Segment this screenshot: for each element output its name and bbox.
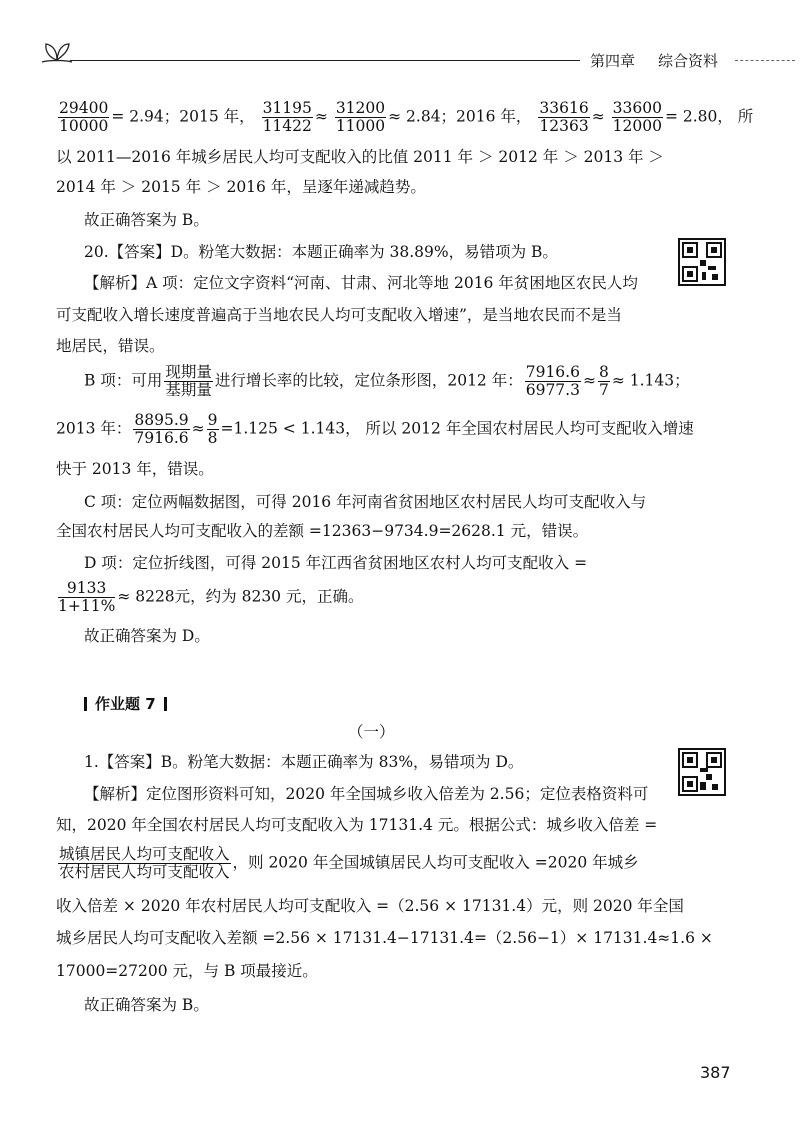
homework-title: 作业题 7 xyxy=(84,693,167,714)
page-number: 387 xyxy=(700,1063,731,1082)
q1-formula-line: $\frac{\text{城镇居民人均可支配收入}}{\text{农村居民人均可支配收入}}$ ，则 2020 年全国城镇居民人均可支配收入 =2020 年城乡 xyxy=(59,845,639,881)
qr-code-icon xyxy=(678,238,726,286)
text-line: 快于 2013 年，错误。 xyxy=(56,460,214,478)
text-line: 知，2020 年全国农村居民人均可支配收入为 17131.4 元。根据公式：城乡收入倍差 = xyxy=(56,816,658,834)
q20-option-c: C 项：定位两幅数据图，可得 2016 年河南省贫困地区农村居民人均可支配收入与 xyxy=(84,493,647,511)
q20-analysis: 【解析】A 项：定位文字资料“河南、甘肃、河北等地 2016 年贫困地区农民人均 xyxy=(84,274,638,292)
q1-header: 1.【答案】B。粉笔大数据：本题正确率为 83%，易错项为 D。 xyxy=(84,753,524,771)
text-line: 17000=27200 元，与 B 项最接近。 xyxy=(56,962,318,980)
text-line: 收入倍差 × 2020 年农村居民人均可支配收入 =（2.56 × 17131.4）元，则 2020 年全国 xyxy=(56,897,684,915)
answer-line: 故正确答案为 D。 xyxy=(84,627,210,645)
text-line: 可支配收入增长速度普遍高于当地农民人均可支配收入增速”，是当地农民而不是当 xyxy=(56,306,622,324)
text-line: 以 2011—2016 年城乡居民人均可支配收入的比值 2011 年 ＞ 2012 年 ＞ 2013 年 ＞ xyxy=(56,148,664,166)
text-line: 全国农村居民人均可支配收入的差额 =12363−9734.9=2628.1 元，错误。 xyxy=(56,522,589,540)
q1-analysis: 【解析】定位图形资料可知，2020 年全国城乡收入倍差为 2.56；定位表格资料可 xyxy=(84,785,649,803)
leaf-logo-icon xyxy=(40,38,74,64)
q20-option-d-cont: $\frac{9133}{1+11\%}$ ≈ 8228元，约为 8230 元，正确。 xyxy=(58,579,364,615)
chapter-label: 第四章 xyxy=(590,52,636,70)
q20-option-d: D 项：定位折线图，可得 2015 年江西省贫困地区农村人均可支配收入 = xyxy=(84,554,588,572)
qr-code-icon xyxy=(678,748,726,796)
ratio-line: $\frac{29400}{10000}$ = 2.94；2015 年， $\frac{31195}{11422}$ ≈ $\frac{31200}{11000}$ ≈ 2.84；2016 年， $\frac{33616}{12363}$ ≈ $\frac{33600}{12000}$ = 2.80， 所 xyxy=(59,99,754,135)
header-rule-dashed xyxy=(735,60,795,62)
section-label: 综合资料 xyxy=(658,52,719,70)
subsection-title: （一） xyxy=(348,723,395,741)
text-line: 城乡居民人均可支配收入差额 =2.56 × 17131.4−17131.4=（2.56−1）× 17131.4≈1.6 × xyxy=(56,929,713,947)
header-rule xyxy=(70,60,580,61)
q20-option-b-cont: 2013 年： $\frac{8895.9}{7916.6}$ ≈ $\frac{9}{8}$ =1.125 < 1.143， 所以 2012 年全国农村居民人均可支配收入增速 xyxy=(56,411,694,447)
q20-option-b: B 项：可用 $\frac{\text{现期量}}{\text{基期量}}$ 进行增长率的比较，定位条形图，2012 年： $\frac{7916.6}{6977.3}$ ≈ $\frac{8}{7}$ ≈ 1.143； xyxy=(84,363,690,399)
answer-line: 故正确答案为 B。 xyxy=(84,211,209,229)
text-line: 地居民，错误。 xyxy=(56,337,165,355)
q20-header: 20.【答案】D。粉笔大数据：本题正确率为 38.89%，易错项为 B。 xyxy=(84,243,558,261)
answer-line: 故正确答案为 B。 xyxy=(84,996,209,1014)
text-line: 2014 年 ＞ 2015 年 ＞ 2016 年，呈逐年递减趋势。 xyxy=(56,178,426,196)
